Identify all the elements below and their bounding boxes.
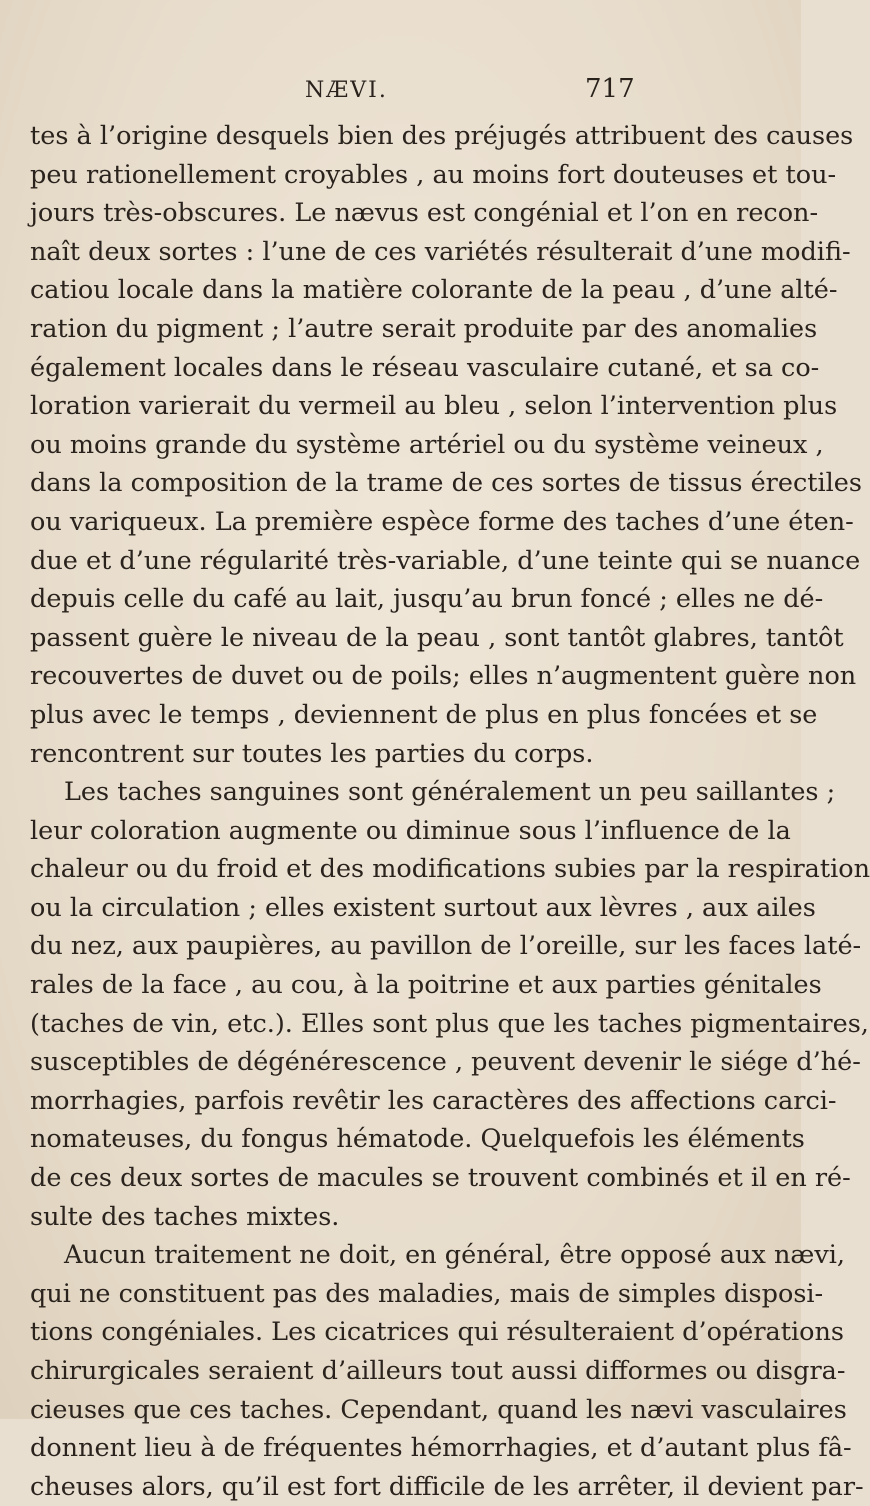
text-line: loration varierait du vermeil au bleu , selon l’intervention plus — [30, 391, 838, 422]
text-line: tes à l’origine desquels bien des préjugés attribuent des causes — [30, 121, 854, 151]
text-line: du nez, aux paupières, au pavillon de l’oreille, sur les faces laté- — [30, 931, 862, 962]
running-title: NÆVI. — [305, 78, 388, 103]
text-line: ou moins grande du système artériel ou du système veineux , — [30, 429, 824, 460]
text-line: ou variqueux. La première espèce forme des taches d’une éten- — [30, 506, 854, 537]
text-line: cheuses alors, qu’il est fort difficile de les arrêter, il devient par- — [30, 1471, 864, 1502]
paragraph — [30, 773, 870, 1236]
text-line: (taches de vin, etc.). Elles sont plus que les taches pigmentaires, — [30, 1008, 869, 1039]
text-line: recouvertes de duvet ou de poils; elles n’augmentent guère non — [30, 661, 857, 692]
text-line: due et d’une régularité très-variable, d’une teinte qui se nuance — [30, 545, 861, 576]
text-line: ration du pigment ; l’autre serait produite par des anomalies — [30, 313, 818, 344]
text-line: passent guère le niveau de la peau , sont tantôt glabres, tantôt — [30, 622, 844, 653]
text-line: leur coloration augmente ou diminue sous l’influence de la — [30, 815, 791, 846]
text-line: cieuses que ces taches. Cependant, quand les nævi vasculaires — [30, 1394, 847, 1425]
text-line: rales de la face , au cou, à la poitrine et aux parties génitales — [30, 970, 822, 1001]
text-line: de ces deux sortes de macules se trouvent combinés et il en ré- — [30, 1163, 851, 1194]
text-line: chirurgicales seraient d’ailleurs tout aussi difformes ou disgra- — [30, 1356, 846, 1386]
text-line: depuis celle du café au lait, jusqu’au brun foncé ; elles ne dé- — [30, 584, 824, 615]
text-line: peu rationellement croyables , au moins fort douteuses et tou- — [30, 159, 837, 190]
page-header — [0, 74, 801, 108]
text-line: qui ne constituent pas des maladies, mais de simples disposi- — [30, 1278, 824, 1309]
text-line: nomateuses, du fongus hématode. Quelquefois les éléments — [30, 1124, 805, 1155]
text-line: morrhagies, parfois revêtir les caractères des affections carci- — [30, 1085, 837, 1116]
text-line: susceptibles de dégénérescence , peuvent devenir le siége d’hé- — [30, 1047, 861, 1078]
text-line: naît deux sortes : l’une de ces variétés résulterait d’une modifi- — [30, 236, 851, 267]
text-line: sulte des taches mixtes. — [30, 1201, 340, 1232]
paragraph — [30, 1236, 864, 1506]
text-line: rencontrent sur toutes les parties du corps. — [30, 738, 594, 769]
text-line: jours très-obscures. Le nævus est congénial et l’on en recon- — [30, 198, 819, 229]
text-line: tions congéniales. Les cicatrices qui résulteraient d’opérations — [30, 1317, 845, 1348]
text-line: plus avec le temps , deviennent de plus en plus foncées et se — [30, 699, 818, 730]
text-line: ou la circulation ; elles existent surtout aux lèvres , aux ailes — [30, 892, 816, 923]
paragraph — [30, 117, 862, 773]
text-line: dans la composition de la trame de ces sortes de tissus érectiles — [30, 468, 862, 499]
text-line: donnent lieu à de fréquentes hémorrhagies, et d’autant plus fâ- — [30, 1433, 852, 1464]
text-line: également locales dans le réseau vasculaire cutané, et sa co- — [30, 352, 820, 383]
body-text — [30, 117, 870, 1506]
page-number: 717 — [585, 74, 635, 104]
text-line: Les taches sanguines sont généralement un peu saillantes ; — [64, 777, 836, 808]
text-line: chaleur ou du froid et des modifications subies par la respiration — [30, 854, 870, 885]
text-line: Aucun traitement ne doit, en général, être opposé aux nævi, — [64, 1240, 845, 1271]
text-line: catiou locale dans la matière colorante de la peau , d’une alté- — [30, 275, 838, 306]
